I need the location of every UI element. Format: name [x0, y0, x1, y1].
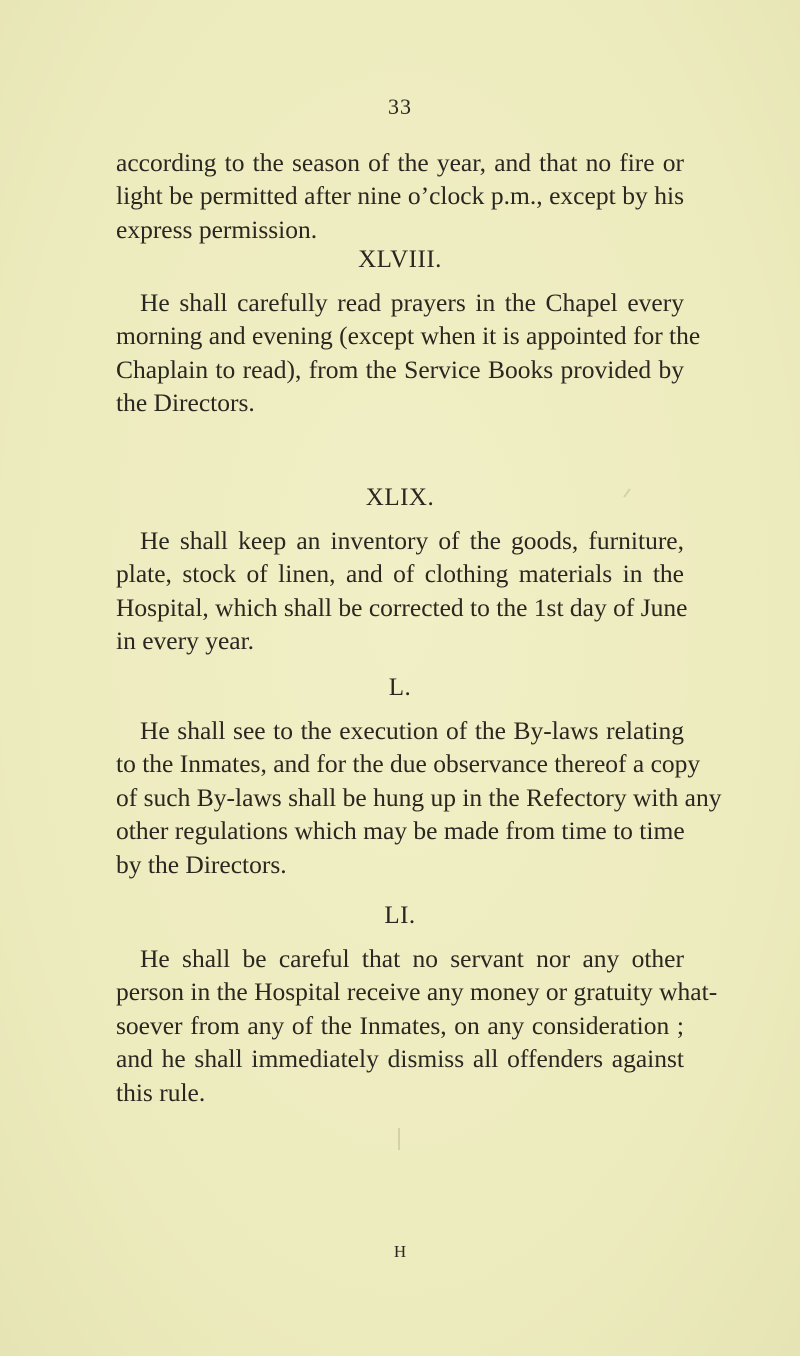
text-line: light be permitted after nine o’clock p.m., except by his [116, 181, 684, 211]
text-line: according to the season of the year, and that no fire or [116, 148, 684, 177]
text-line: of such By-laws shall be hung up in the Refectory with any [116, 782, 722, 812]
signature-mark: H [393, 1242, 407, 1261]
section-heading-xlviii: XLVIII. [358, 246, 442, 273]
text-line: the Directors. [116, 388, 255, 418]
paragraph-l [116, 714, 722, 881]
paragraph-xlviii [116, 286, 701, 420]
page-number: 33 [388, 94, 412, 119]
text-line: express permission. [116, 214, 318, 244]
text-line: by the Directors. [116, 849, 287, 879]
text-line: Chaplain to read), from the Service Books provided by [116, 354, 684, 384]
section-heading-xlix: XLIX. [365, 484, 435, 511]
text-line: soever from any of the Inmates, on any consideration ; [116, 1010, 684, 1040]
section-heading-l: L. [388, 674, 412, 701]
text-line: He shall carefully read prayers in the Chapel every [140, 288, 684, 317]
text-line: morning and evening (except when it is appointed for the [116, 321, 701, 351]
text-line: He shall see to the execution of the By-laws relating [140, 716, 684, 745]
text-line: in every year. [116, 626, 255, 656]
text-line: He shall be careful that no servant nor any other [140, 944, 684, 973]
paragraph-continuation [116, 146, 684, 246]
text-line: Hospital, which shall be corrected to the 1st day of June [116, 592, 688, 622]
text-line: and he shall immediately dismiss all offenders against [116, 1044, 684, 1074]
text-line: plate, stock of linen, and of clothing materials in the [116, 559, 684, 589]
text-line: other regulations which may be made from time to time [116, 816, 685, 846]
text-line: to the Inmates, and for the due observance thereof a copy [116, 749, 701, 779]
section-heading-li: LI. [384, 902, 416, 929]
text-line: person in the Hospital receive any money or gratuity what- [116, 977, 718, 1007]
paragraph-xlix [116, 524, 688, 658]
text-line: this rule. [116, 1077, 206, 1107]
paper-blemish [398, 1128, 400, 1150]
text-line: He shall keep an inventory of the goods, furniture, [140, 526, 684, 555]
paragraph-li [116, 942, 718, 1109]
